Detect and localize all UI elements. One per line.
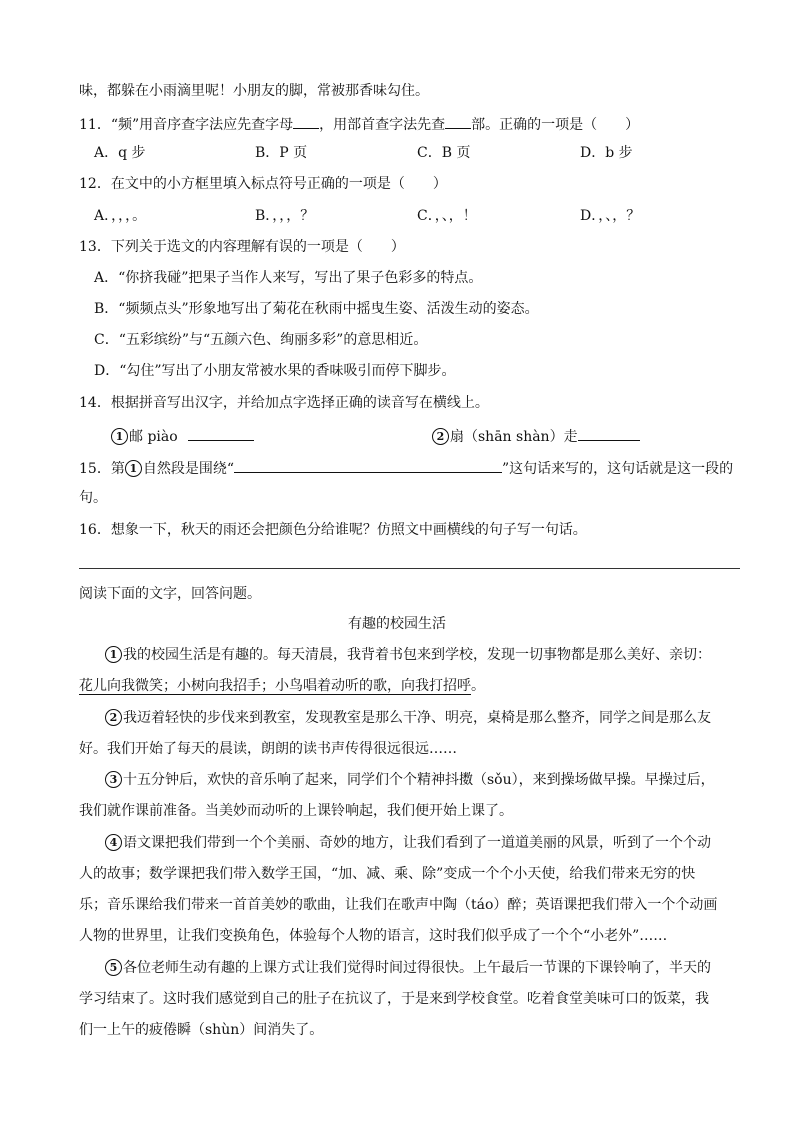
paragraph-1-line-1 [105, 645, 711, 665]
underlined-sentence: 花儿向我微笑；小树向我招手；小鸟唱着动听的歌，向我打招呼 [79, 678, 471, 694]
circled-number-2: 2 [432, 428, 449, 445]
q11-option-c[interactable]: C．B 页 [417, 145, 471, 161]
q13-option-b[interactable]: B．“频频点头”形象地写出了菊花在秋雨中摇曳生姿、活泼生动的姿态。 [94, 301, 539, 317]
circled-number-3: 3 [105, 771, 122, 788]
circled-number-4: 4 [105, 834, 122, 851]
paragraph-2-line-1 [105, 708, 711, 728]
q11-option-a[interactable]: A．q 步 [94, 145, 146, 161]
intro-tail-text: 味，都躲在小雨滴里呢！小朋友的脚，常被那香味勾住。 [79, 83, 429, 99]
circled-number-1: 1 [111, 428, 128, 445]
q12-option-b[interactable]: B．，，，？ [255, 208, 315, 224]
question-16-stem: 16．想象一下，秋天的雨还会把颜色分给谁呢？仿照文中画横线的句子写一句话。 [79, 522, 587, 538]
q11-option-d[interactable]: D．b 步 [580, 145, 633, 161]
paragraph-4-text: 语文课把我们带到一个个美丽、奇妙的地方，让我们看到了一道道美丽的风景，听到了一个个动 [123, 835, 711, 851]
circled-number-5: 5 [105, 959, 122, 976]
question-15 [79, 457, 733, 479]
paragraph-1-text: 我的校园生活是有趣的。每天清晨，我背着书包来到学校，发现一切事物都是那么美好、亲切： [123, 647, 711, 663]
q15-line2: 句。 [79, 490, 107, 506]
q13-option-d[interactable]: D．“勾住”写出了小朋友常被水果的香味吸引而停下脚步。 [94, 363, 456, 379]
question-11 [79, 113, 639, 135]
paragraph-1-line-2 [79, 676, 485, 696]
paragraph-4-line-4: 人物的世界里，让我们变换角色，体验每个人物的语言，这时我们似乎成了一个个“小老外”…… [79, 928, 668, 944]
paragraph-3-line-1 [105, 770, 715, 790]
q12-option-a[interactable]: A．，，，。 [94, 208, 147, 224]
paragraph-5-text: 各位老师生动有趣的上课方式让我们觉得时间过得很快。上午最后一节课的下课铃响了，半天的 [123, 960, 711, 976]
q15-part1: 15．第 [79, 461, 125, 477]
q11-part3: 部。正确的一项是（ ） [471, 117, 640, 133]
q14-item-2 [432, 425, 640, 447]
paragraph-3-line-2: 我们就作课前准备。当美妙而动听的上课铃响起，我们便开始上课了。 [79, 803, 513, 819]
question-13-stem: 13．下列关于选文的内容理解有误的一项是（ ） [79, 239, 405, 255]
paragraph-5-line-3: 们一上午的疲倦瞬（shùn）间消失了。 [79, 1022, 324, 1038]
question-12-stem: 12．在文中的小方框里填入标点符号正确的一项是（ ） [79, 176, 447, 192]
paragraph-1-end: 。 [471, 678, 485, 694]
q15-blank[interactable] [234, 457, 502, 473]
passage-title: 有趣的校园生活 [348, 616, 446, 632]
q14-blank-2[interactable] [578, 425, 640, 441]
paragraph-3-text: 十五分钟后，欢快的音乐响了起来，同学们个个精神抖擞（sǒu），来到操场做早操。早操过后， [123, 772, 715, 788]
q12-option-d[interactable]: D．，、，？ [580, 208, 641, 224]
q15-part2: 自然段是围绕“ [142, 461, 234, 477]
question-14-stem: 14．根据拼音写出汉字，并给加点字选择正确的读音写在横线上。 [79, 395, 489, 411]
q14-item-1-text: 邮 piào [129, 429, 178, 445]
q15-part3: ”这句话来写的，这句话就是这一段的 [502, 461, 734, 477]
q11-part1: 11．“频”用音序查字法应先查字母 [79, 117, 294, 133]
circled-number-1: 1 [125, 460, 142, 477]
q11-option-b[interactable]: B．P 页 [255, 145, 308, 161]
paragraph-2-line-2: 好。我们开始了每天的晨读，朗朗的读书声传得很远很远…… [79, 741, 457, 757]
q13-option-a[interactable]: A．“你挤我碰”把果子当作人来写，写出了果子色彩多的特点。 [94, 270, 483, 286]
q11-blank-1[interactable] [293, 113, 319, 129]
q11-blank-2[interactable] [445, 113, 471, 129]
circled-number-1: 1 [105, 646, 122, 663]
paragraph-5-line-1 [105, 958, 711, 978]
q14-item-1 [111, 425, 254, 447]
paragraph-4-line-1 [105, 833, 711, 853]
q14-item-2-text: 扇（shān shàn）走 [450, 429, 578, 445]
circled-number-2: 2 [105, 709, 122, 726]
paragraph-5-line-2: 学习结束了。这时我们感觉到自己的肚子在抗议了，于是来到学校食堂。吃着食堂美味可口的饭菜，我 [79, 991, 709, 1007]
q16-answer-line[interactable] [79, 568, 740, 569]
q11-part2: ，用部首查字法先查 [319, 117, 446, 133]
paragraph-4-line-3: 乐；音乐课给我们带来一首首美妙的歌曲，让我们在歌声中陶（táo）醉；英语课把我们带入一个个动画 [79, 897, 718, 913]
paragraph-2-text: 我迈着轻快的步伐来到教室，发现教室是那么干净、明亮，桌椅是那么整齐，同学之间是那么友 [123, 710, 711, 726]
q14-blank-1[interactable] [188, 425, 254, 441]
q13-option-c[interactable]: C．“五彩缤纷”与“五颜六色、绚丽多彩”的意思相近。 [94, 332, 428, 348]
q12-option-c[interactable]: C．，、，！ [417, 208, 477, 224]
paragraph-4-line-2: 人的故事；数学课把我们带入数学王国，“加、减、乘、除”变成一个个小天使，给我们带来无穷的快 [79, 866, 696, 882]
reading-instruction: 阅读下面的文字，回答问题。 [79, 586, 261, 602]
